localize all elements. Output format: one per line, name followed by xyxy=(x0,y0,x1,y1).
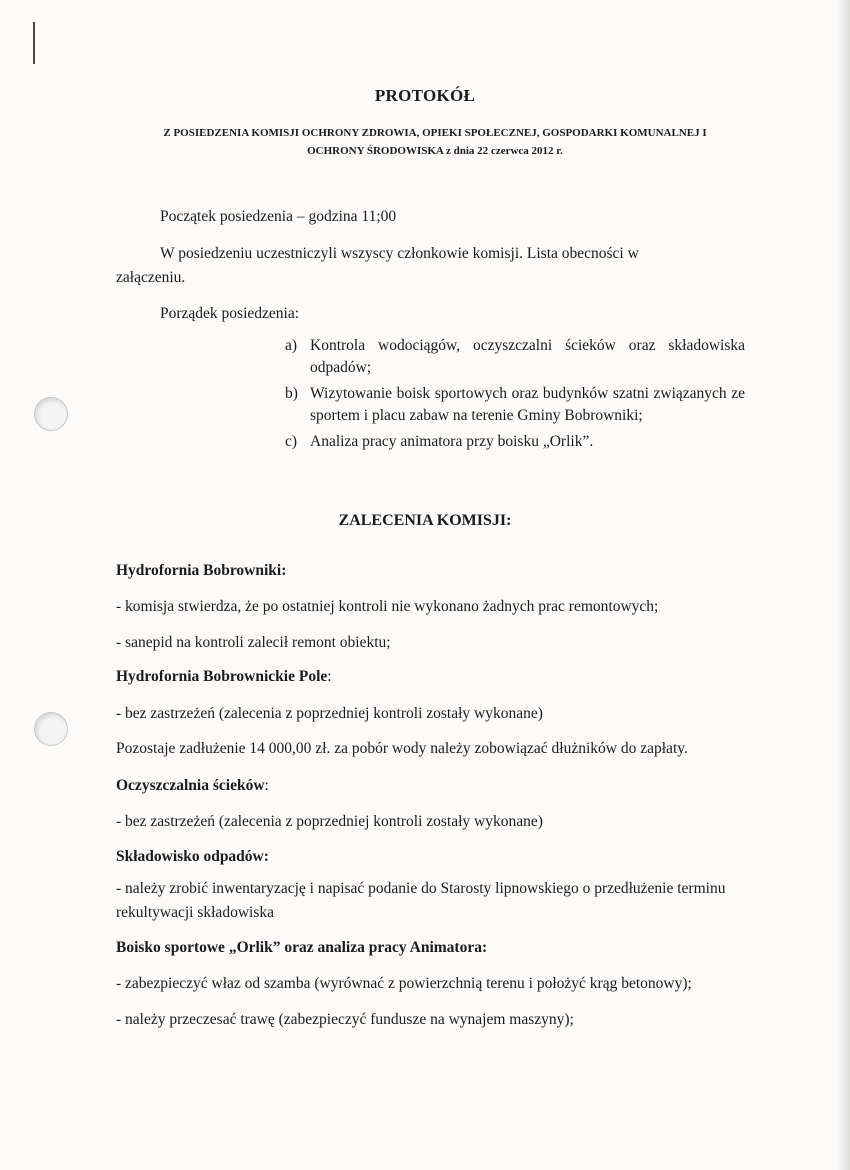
section-heading-line: Hydrofornia Bobrownickie Pole: xyxy=(116,668,332,685)
document-title: PROTOKÓŁ xyxy=(374,86,476,105)
section-heading: Hydrofornia Bobrowniki: xyxy=(116,562,287,579)
agenda-item-letter: b) xyxy=(285,385,298,402)
section-heading: Hydrofornia Bobrownickie Pole xyxy=(116,668,328,685)
agenda-item-text: Wizytowanie boisk sportowych oraz budynków szatni związanych ze sportem i placu zabaw na terenie Gminy Bobrowniki; xyxy=(310,385,745,424)
section-heading: Składowisko odpadów: xyxy=(116,848,269,865)
section-item: Pozostaje zadłużenie 14 000,00 zł. za pobór wody należy zobowiązać dłużników do zapłaty. xyxy=(116,740,688,757)
section-item: - bez zastrzeżeń (zalecenia z poprzedniej kontroli zostały wykonane) xyxy=(116,705,543,722)
section-item: - komisja stwierdza, że po ostatniej kontroli nie wykonano żadnych prac remontowych; xyxy=(116,598,659,615)
subtitle-line: OCHRONY ŚRODOWISKA z dnia 22 czerwca 2012 r. xyxy=(307,145,563,157)
agenda-item-letter: a) xyxy=(285,337,298,354)
subtitle-line: Z POSIEDZENIA KOMISJI OCHRONY ZDROWIA, OPIEKI SPOŁECZNEJ, GOSPODARKI KOMUNALNEJ I xyxy=(163,127,707,139)
section-heading-line: Oczyszczalnia ścieków: xyxy=(116,777,269,794)
agenda-list xyxy=(285,335,745,457)
punch-hole xyxy=(34,712,68,746)
attendance-text: W posiedzeniu uczestniczyli wszyscy członkowie komisji. Lista obecności w xyxy=(160,245,639,262)
scan-margin-mark xyxy=(33,22,35,64)
section-heading: Boisko sportowe „Orlik” oraz analiza pracy Animatora: xyxy=(116,939,488,956)
agenda-label: Porządek posiedzenia: xyxy=(160,305,300,322)
scan-edge-shadow xyxy=(836,0,850,1170)
section-item: - sanepid na kontroli zalecił remont obiektu; xyxy=(116,634,391,651)
attendance-text-continued: załączeniu. xyxy=(116,269,186,286)
start-time: Początek posiedzenia – godzina 11;00 xyxy=(160,208,397,225)
document-subtitle xyxy=(95,124,775,160)
section-heading: Oczyszczalnia ścieków xyxy=(116,777,265,794)
agenda-item-letter: c) xyxy=(285,433,298,450)
section-item: - bez zastrzeżeń (zalecenia z poprzedniej kontroli zostały wykonane) xyxy=(116,813,543,830)
section-item: - należy przeczesać trawę (zabezpieczyć fundusze na wynajem maszyny); xyxy=(116,1011,574,1028)
agenda-item-text: Analiza pracy animatora przy boisku „Orlik”. xyxy=(310,433,594,450)
punch-hole xyxy=(34,397,68,431)
agenda-item xyxy=(285,335,745,379)
agenda-item xyxy=(285,383,745,427)
section-item: - zabezpieczyć właz od szamba (wyrównać z powierzchnią terenu i położyć krąg betonowy); xyxy=(116,975,692,992)
recommendations-heading: ZALECENIA KOMISJI: xyxy=(338,512,512,529)
section-item: - należy zrobić inwentaryzację i napisać podanie do Starosty lipnowskiego o przedłużenie terminu rekultywacji składowiska xyxy=(116,880,726,921)
agenda-item-text: Kontrola wodociągów, oczyszczalni ścieków oraz składowiska odpadów; xyxy=(310,337,745,376)
agenda-item xyxy=(285,431,745,453)
